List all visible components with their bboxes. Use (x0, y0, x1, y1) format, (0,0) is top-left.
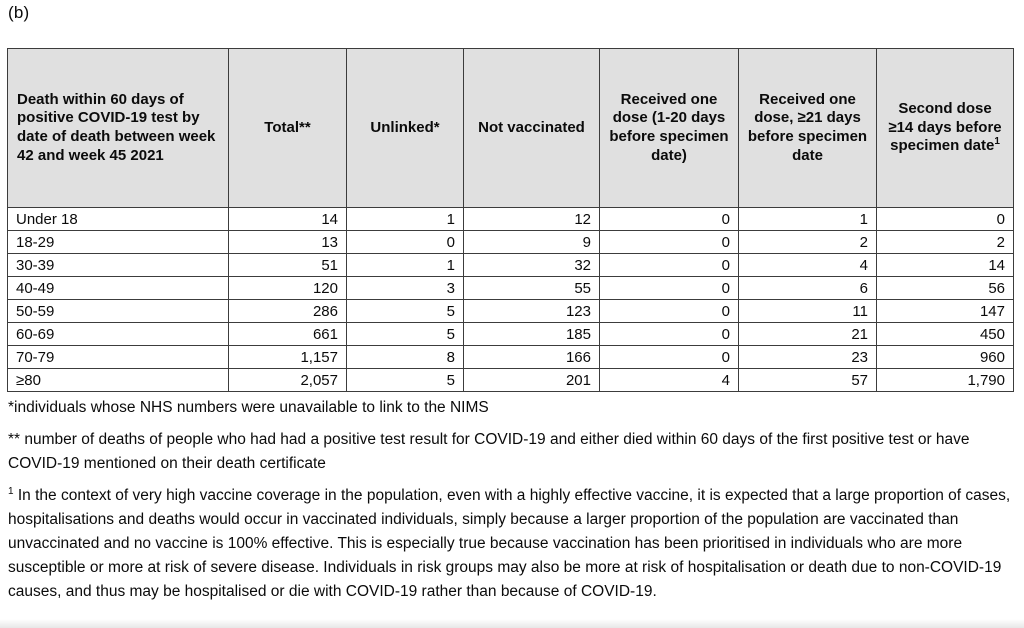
value-cell: 120 (229, 277, 347, 300)
value-cell: 8 (347, 346, 464, 369)
value-cell: 4 (600, 369, 739, 392)
value-cell: 0 (600, 346, 739, 369)
table-row (8, 208, 1014, 231)
value-cell: 201 (464, 369, 600, 392)
col-header-not-vaccinated: Not vaccinated (464, 49, 600, 208)
age-group-cell: Under 18 (8, 208, 229, 231)
value-cell: 3 (347, 277, 464, 300)
value-cell: 185 (464, 323, 600, 346)
table-header-row (8, 49, 1014, 208)
value-cell: 0 (347, 231, 464, 254)
col-header-total: Total** (229, 49, 347, 208)
value-cell: 5 (347, 369, 464, 392)
value-cell: 0 (600, 208, 739, 231)
value-cell: 23 (739, 346, 877, 369)
value-cell: 55 (464, 277, 600, 300)
value-cell: 123 (464, 300, 600, 323)
value-cell: 32 (464, 254, 600, 277)
footnote-marker-1: 1 (994, 136, 1000, 148)
value-cell: 6 (739, 277, 877, 300)
value-cell: 0 (600, 323, 739, 346)
footnote-total: ** number of deaths of people who had had a positive test result for COVID-19 and either died within 60 days of the first positive test or have COVID-19 mentioned on their death certificate (8, 431, 970, 472)
value-cell: 14 (877, 254, 1014, 277)
page-bottom-edge (0, 619, 1024, 628)
value-cell: 286 (229, 300, 347, 323)
value-cell: 1,157 (229, 346, 347, 369)
col-header-one-dose-1-20-days: Received one dose (1-20 days before specimen date) (600, 49, 739, 208)
table-row (8, 323, 1014, 346)
age-group-cell: 60-69 (8, 323, 229, 346)
value-cell: 2 (739, 231, 877, 254)
footnote-1-marker: 1 (8, 485, 14, 497)
value-cell: 2 (877, 231, 1014, 254)
col-header-second-dose (877, 49, 1014, 208)
col-header-one-dose-21-days: Received one dose, ≥21 days before specimen date (739, 49, 877, 208)
footnote-1-text: In the context of very high vaccine coverage in the population, even with a highly effective vaccine, it is expected that a large proportion of cases, hospitalisations and deaths would occur in vaccinated individuals, simply because a larger proportion of the population are vaccinated than unvaccinated and no vaccine is 100% effective. This is especially true because vaccination has been prioritised in individuals who are more susceptible or more at risk of severe disease. Individuals in risk groups may also be more at risk of hospitalisation or death due to non-COVID-19 causes, and thus may be hospitalised or die with COVID-19 rather than because of COVID-19. (8, 487, 1011, 600)
value-cell: 4 (739, 254, 877, 277)
value-cell: 0 (877, 208, 1014, 231)
value-cell: 0 (600, 277, 739, 300)
value-cell: 11 (739, 300, 877, 323)
age-group-cell: 18-29 (8, 231, 229, 254)
deaths-by-vaccination-table (7, 48, 1014, 392)
table-row (8, 346, 1014, 369)
value-cell: 1,790 (877, 369, 1014, 392)
value-cell: 12 (464, 208, 600, 231)
value-cell: 166 (464, 346, 600, 369)
value-cell: 1 (347, 254, 464, 277)
value-cell: 51 (229, 254, 347, 277)
value-cell: 1 (739, 208, 877, 231)
col-header-age-group: Death within 60 days of positive COVID-19 test by date of death between week 42 and week 45 2021 (8, 49, 229, 208)
age-group-cell: 30-39 (8, 254, 229, 277)
table-row (8, 231, 1014, 254)
value-cell: 21 (739, 323, 877, 346)
section-label: (b) (8, 3, 30, 22)
value-cell: 0 (600, 300, 739, 323)
value-cell: 5 (347, 323, 464, 346)
age-group-cell: 70-79 (8, 346, 229, 369)
value-cell: 960 (877, 346, 1014, 369)
value-cell: 5 (347, 300, 464, 323)
footnote-unlinked: *individuals whose NHS numbers were unavailable to link to the NIMS (8, 399, 489, 416)
age-group-cell: 40-49 (8, 277, 229, 300)
value-cell: 1 (347, 208, 464, 231)
value-cell: 13 (229, 231, 347, 254)
value-cell: 0 (600, 254, 739, 277)
age-group-cell: 50-59 (8, 300, 229, 323)
value-cell: 147 (877, 300, 1014, 323)
value-cell: 57 (739, 369, 877, 392)
age-group-cell: ≥80 (8, 369, 229, 392)
value-cell: 450 (877, 323, 1014, 346)
footnotes (8, 396, 1014, 612)
col-header-unlinked: Unlinked* (347, 49, 464, 208)
value-cell: 14 (229, 208, 347, 231)
table-row (8, 277, 1014, 300)
value-cell: 2,057 (229, 369, 347, 392)
col-header-second-dose-label: Second dose ≥14 days before specimen date (888, 99, 1002, 155)
table-row (8, 300, 1014, 323)
table-row (8, 369, 1014, 392)
value-cell: 9 (464, 231, 600, 254)
footnote-vaccine-context (8, 484, 1014, 604)
table-row (8, 254, 1014, 277)
value-cell: 0 (600, 231, 739, 254)
value-cell: 56 (877, 277, 1014, 300)
value-cell: 661 (229, 323, 347, 346)
